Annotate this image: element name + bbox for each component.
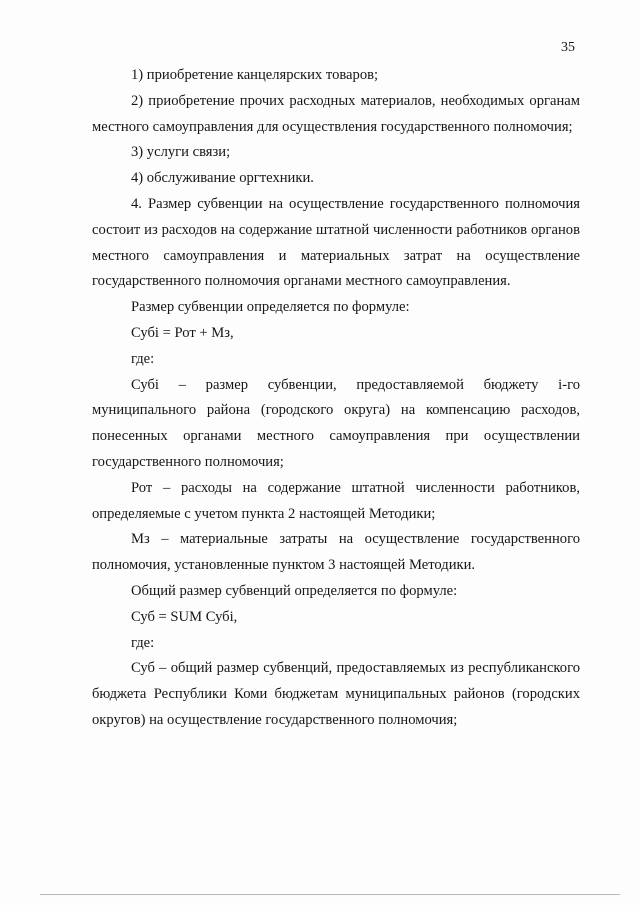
list-item-office-equipment: 4) обслуживание оргтехники. [131, 170, 314, 187]
paragraph-where-2: где: [131, 634, 155, 651]
document-body [92, 63, 580, 734]
scan-bottom-edge [40, 894, 620, 895]
definition-mz: Мз – материальные затраты на осуществление государственного полномочия, установленные пунктом 3 настоящей Методики. [92, 531, 580, 574]
definition-rot: Рот – расходы на содержание штатной численности работников, определяемые с учетом пункта 2 настоящей Методики; [92, 479, 580, 522]
list-item-office-supplies: 1) приобретение канцелярских товаров; [131, 67, 379, 83]
formula-subi: Субi = Рот + Мз, [131, 324, 234, 341]
paragraph-formula-intro: Размер субвенции определяется по формуле: [131, 299, 410, 316]
definition-subi: Субi – размер субвенции, предоставляемой бюджету i-го муниципального района (городского округа) на компенсацию расходов, понесенных органами местного самоуправления при осуществлении государственного полномочия; [92, 376, 580, 470]
page-number: 35 [561, 40, 575, 55]
paragraph-subvention-size: 4. Размер субвенции на осуществление государственного полномочия состоит из расходов на содержание штатной численности работников органов местного самоуправления и материальных затрат на осуществление государственного полномочия органами местного самоуправления. [92, 195, 580, 290]
list-item-other-materials: 2) приобретение прочих расходных материалов, необходимых органам местного самоуправления для осуществления государственного полномочия; [92, 92, 580, 135]
paragraph-total-formula-intro: Общий размер субвенций определяется по формуле: [131, 582, 458, 599]
formula-sub-total: Суб = SUM Субi, [131, 608, 238, 625]
definition-sub-total: Суб – общий размер субвенций, предоставляемых из республиканского бюджета Республики Коми бюджетам муниципальных районов (городских округов) на осуществление государственного полномочия; [92, 660, 580, 728]
paragraph-where: где: [131, 350, 155, 367]
list-item-communication: 3) услуги связи; [131, 144, 231, 161]
